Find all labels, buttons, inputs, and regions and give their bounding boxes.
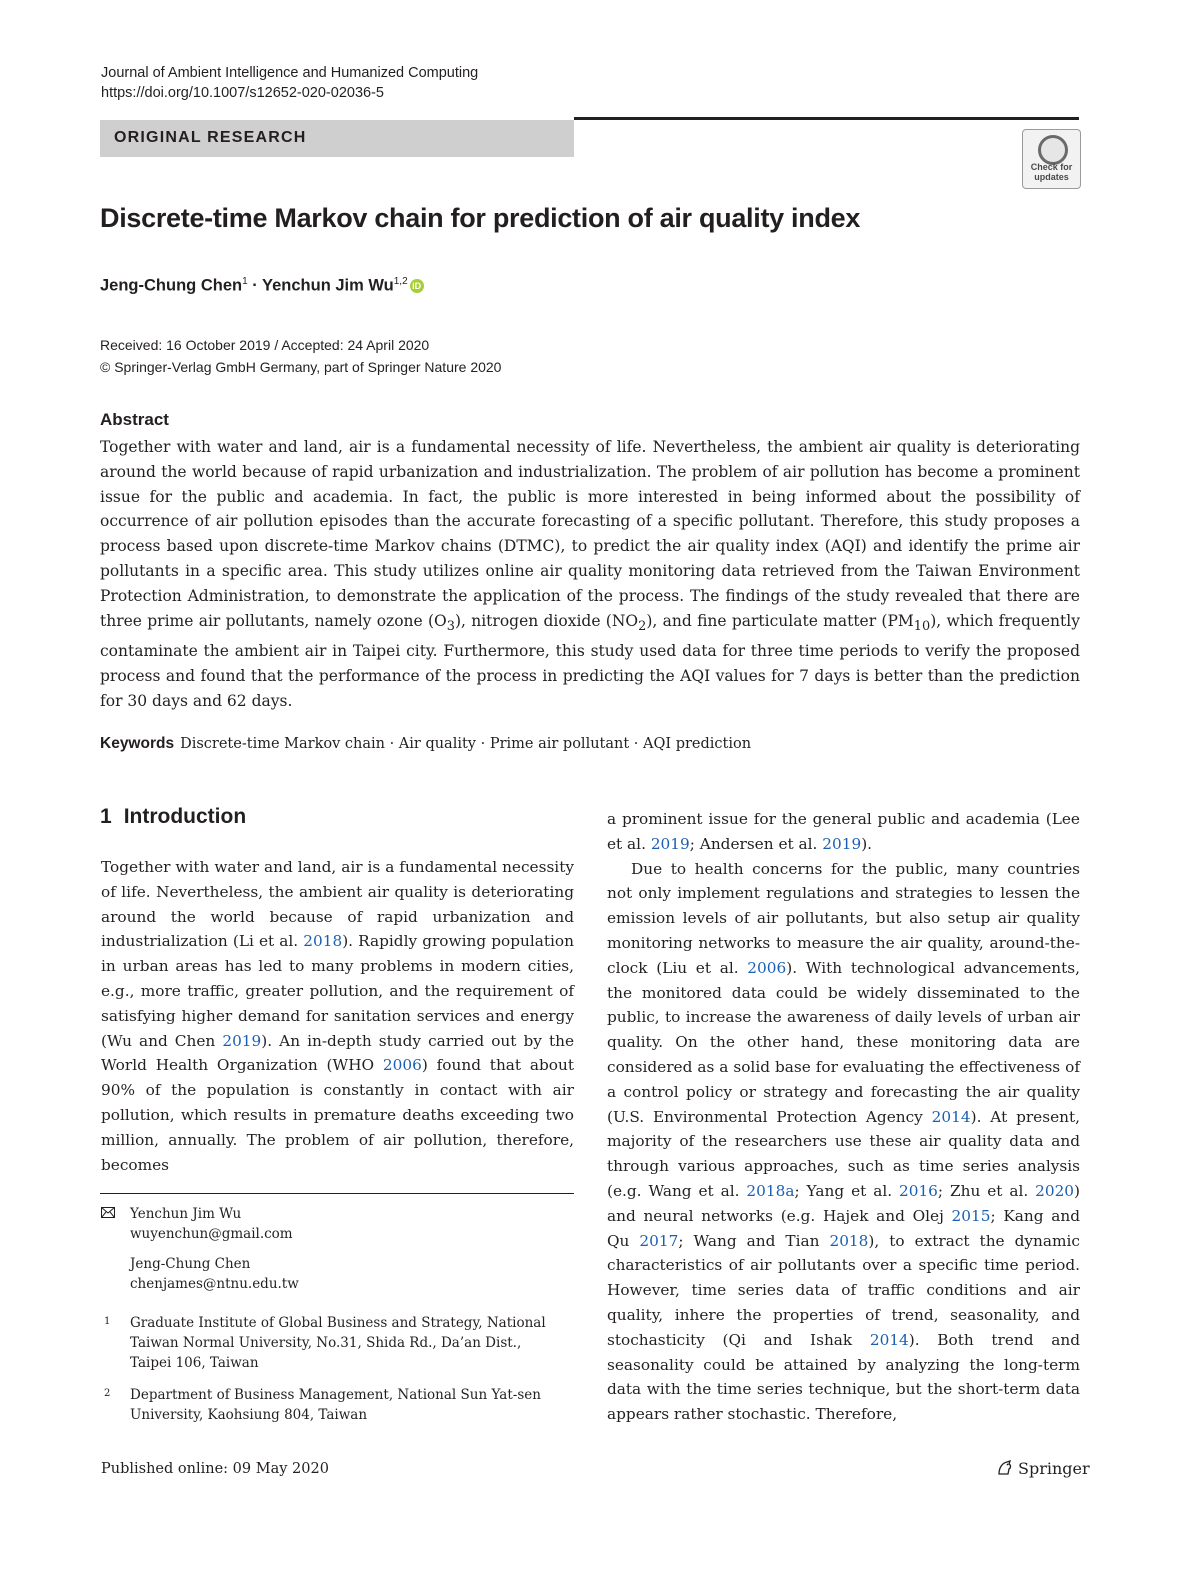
body-text: Together with water and land, air is a fundamental necessity of life. Nevertheless, the ambient air quality is deteriorating around the world because of rapid urbanization and industrialization (Li et al. [101,858,574,951]
body-text: ). Both trend and seasonality could be attained by analyzing the long-term data with the time series technique, but the short-term data appears rather stochastic. Therefore, [607,1330,1080,1424]
citation-link[interactable]: 2019 [222,1031,262,1050]
received-accepted: Received: 16 October 2019 / Accepted: 24 April 2020 [100,337,430,353]
keywords [100,735,751,753]
keywords-list: Discrete-time Markov chain · Air quality · Prime air pollutant · AQI prediction [180,736,752,752]
body-text: ; Zhu et al. [937,1181,1036,1200]
contact-email[interactable]: chenjames@ntnu.edu.tw [130,1276,299,1292]
check-for-updates-badge[interactable] [1022,129,1081,189]
citation-link[interactable]: 2014 [869,1330,909,1349]
author-1-affil: 1 [242,276,248,287]
citation-link[interactable]: 2018 [303,932,343,951]
journal-name: Journal of Ambient Intelligence and Humanized Computing [101,65,479,81]
author-list [100,276,424,296]
paragraph [607,857,1080,1427]
author-1[interactable]: Jeng-Chung Chen [100,276,243,295]
author-separator: · [247,276,263,295]
affiliation-mark: 2 [104,1388,111,1399]
abstract-text: ), and fine particulate matter (PM [646,611,914,630]
keywords-label: Keywords [100,735,175,752]
citation-link[interactable]: 2018a [746,1181,795,1200]
footnote-rule [100,1193,574,1194]
orcid-icon[interactable]: iD [410,279,424,293]
citation-link[interactable]: 2016 [898,1181,938,1200]
affiliation-1: Graduate Institute of Global Business and Strategy, National Taiwan Normal University, No.31, Shida Rd., Da’an Dist., Taipei 106, Taiwan [130,1315,546,1371]
published-date: Published online: 09 May 2020 [101,1461,329,1477]
body-text: ). At present, majority of the researchers use these air quality data and through various approaches, such as time series analysis (e.g. Wang et al. [607,1107,1080,1200]
citation-link[interactable]: 2017 [639,1231,679,1250]
body-text: a prominent issue for the general public and academia (Lee et al. [607,810,1080,853]
section-number: 1 [100,805,112,828]
abstract-text: ), which frequently contaminate the ambient air in Taipei city. Furthermore, this study used data for three time periods to verify the proposed process and found that the performance of the process in predicting the AQI values for 7 days is better than the prediction for 30 days and 62 days. [100,611,1080,711]
author-2[interactable]: Yenchun Jim Wu [262,276,394,295]
update-icon [1038,135,1068,165]
article-title: Discrete-time Markov chain for prediction of air quality index [100,203,861,233]
journal-header [101,63,478,103]
body-text: ; Kang and Qu [607,1206,1080,1250]
citation-link[interactable]: 2019 [650,834,690,853]
badge-line1: Check for [1030,162,1073,172]
subscript: 3 [446,618,455,634]
abstract-text: Together with water and land, air is a fundamental necessity of life. Nevertheless, the ambient air quality is deteriorating around the world because of rapid urbanization and industrialization. The problem of air pollution has become a prominent issue for the public and academia. In fact, the public is more interested in being informed about the possibility of occurrence of air pollution episodes than the accurate forecasting of a specific pollutant. Therefore, this study proposes a process based upon discrete-time Markov chains (DTMC), to predict the air quality index (AQI) and identify the prime air pollutants in a specific area. This study utilizes online air quality monitoring data retrieved from the Taiwan Environment Protection Administration, to demonstrate the application of the process. The findings of the study revealed that there are three prime air pollutants, namely ozone (O [100,438,1080,630]
badge-line2: updates [1034,172,1069,182]
body-text: ). [861,834,873,853]
body-text: ), to extract the dynamic characteristics of air pollutants over a specific time period. However, time series data of traffic conditions and air quality, inhere the properties of trend, seasonality, and stochasticity (Qi and Ishak [607,1231,1080,1349]
contact-email[interactable]: wuyenchun@gmail.com [130,1226,293,1242]
subscript: 10 [913,618,931,634]
springer-horse-icon [996,1459,1014,1477]
section-banner [100,120,574,157]
publisher-name: Springer [1018,1459,1090,1478]
section-label: ORIGINAL RESEARCH [114,129,307,146]
citation-link[interactable]: 2006 [382,1056,422,1075]
citation-link[interactable]: 2018 [829,1231,869,1250]
corresponding-authors [130,1204,299,1294]
body-text: ) found that about 90% of the population is constantly in contact with air pollution, which results in premature deaths exceeding two million, annually. The problem of air pollution, therefore, becomes [101,1056,574,1174]
check-for-updates-text [1023,162,1080,182]
abstract-text: ), nitrogen dioxide (NO [454,611,639,630]
body-text: ). Rapidly growing population in urban areas has led to many problems in modern cities, e.g., more traffic, greater pollution, and the requirement of satisfying higher demand for sanitation services and energy (Wu and Chen [101,932,574,1050]
citation-link[interactable]: 2006 [747,958,787,977]
citation-link[interactable]: 2014 [931,1107,971,1126]
subscript: 2 [638,618,647,634]
contact-name: Jeng-Chung Chen [130,1256,251,1272]
body-text: ) and neural networks (e.g. Hajek and Olej [607,1181,1081,1225]
body-text: ). With technological advancements, the monitored data could be widely disseminated to the public, to increase the awareness of daily levels of urban air quality. On the other hand, these monitoring data are considered as a solid base for evaluating the effectiveness of a control policy or strategy and forecasting the air quality (U.S. Environmental Protection Agency [607,958,1080,1126]
doi-link[interactable]: https://doi.org/10.1007/s12652-020-02036-5 [101,85,384,101]
copyright: © Springer-Verlag GmbH Germany, part of Springer Nature 2020 [100,359,502,375]
citation-link[interactable]: 2019 [822,834,862,853]
abstract-heading: Abstract [100,410,169,429]
section-title: Introduction [123,805,247,828]
article-dates [100,334,501,378]
section-heading-introduction [100,805,246,829]
body-text: ; Wang and Tian [678,1231,830,1250]
envelope-icon [101,1207,115,1218]
affiliation-2: Department of Business Management, National Sun Yat-sen University, Kaohsiung 804, Taiwan [130,1387,541,1423]
body-text: ; Yang et al. [794,1181,899,1200]
body-text: ). An in-depth study carried out by the World Health Organization (WHO [101,1031,575,1075]
intro-column-2 [607,807,1080,1427]
abstract-body [100,435,1080,714]
citation-link[interactable]: 2020 [1035,1181,1075,1200]
intro-column-1 [101,855,574,1177]
body-text: Due to health concerns for the public, many countries not only implement regulations and strategies to lessen the emission levels of air pollutants, but also setup air quality monitoring networks to measure the air quality, around-the-clock (Liu et al. [607,859,1080,977]
citation-link[interactable]: 2015 [951,1206,991,1225]
paragraph [607,807,1080,857]
header-rule [574,117,1079,120]
publisher-logo [996,1459,1090,1478]
author-2-affil: 1,2 [393,276,408,287]
body-text: ; Andersen et al. [689,834,823,853]
affiliation-mark: 1 [104,1316,111,1327]
contact-name: Yenchun Jim Wu [130,1206,242,1222]
